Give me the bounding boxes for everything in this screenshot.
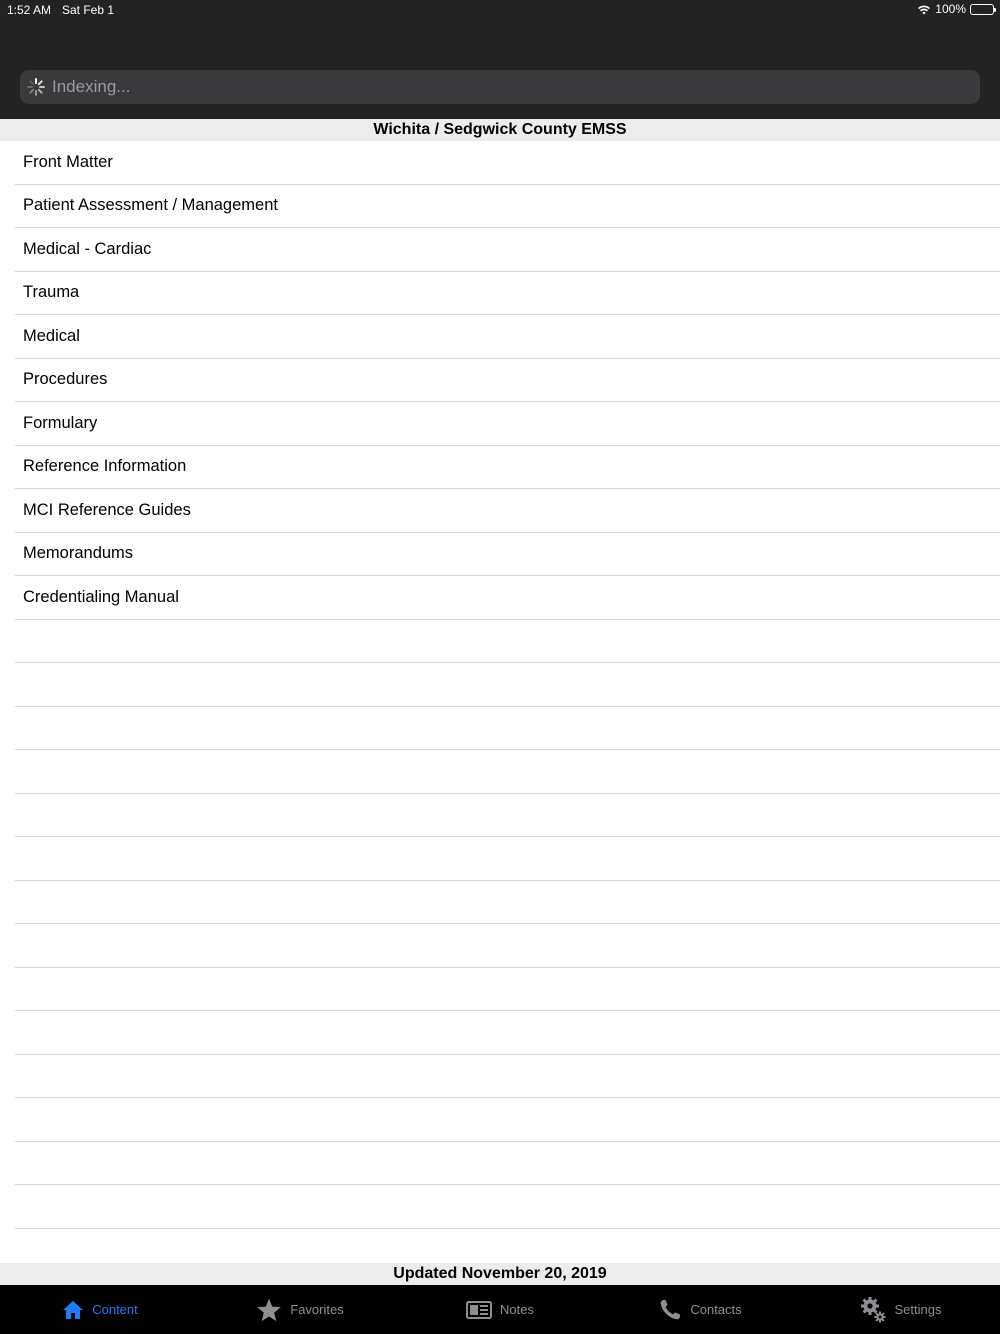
wifi-icon [917,4,931,15]
list-item-label: Front Matter [23,152,113,171]
section-title: Wichita / Sedgwick County EMSS [0,119,1000,141]
status-time: 1:52 AM [7,3,52,17]
spinner-icon [26,77,46,97]
list-item-label: Formulary [23,413,98,432]
list-item-label: Reference Information [23,457,187,476]
empty-row [15,1185,1000,1229]
tab-bar [0,1285,1000,1334]
battery-icon [970,4,994,15]
list-item[interactable] [15,272,1000,316]
empty-row [15,794,1000,838]
list-item-label: Credentialing Manual [23,587,179,606]
tab-label: Notes [500,1302,534,1317]
nav-bar [0,0,1000,119]
tab-favorites[interactable] [200,1285,400,1334]
list-item[interactable] [15,489,1000,533]
empty-row [15,1055,1000,1099]
list-item[interactable] [15,402,1000,446]
tab-label: Settings [894,1302,942,1317]
tab-label: Favorites [290,1302,344,1317]
status-bar [0,0,1000,20]
tab-notes[interactable] [400,1285,600,1334]
phone-icon [658,1298,682,1322]
list-item-label: MCI Reference Guides [23,500,191,519]
empty-row [15,707,1000,751]
empty-row [15,1142,1000,1186]
empty-row [15,750,1000,794]
home-icon [62,1299,84,1321]
list-item-label: Memorandums [23,544,134,563]
empty-row [15,968,1000,1012]
search-input[interactable] [52,77,952,97]
tab-label: Content [92,1302,138,1317]
list-item[interactable] [15,185,1000,229]
content-list [0,141,1000,1229]
search-bar[interactable] [20,70,980,104]
battery-percent: 100% [935,2,966,16]
status-date: Sat Feb 1 [62,3,115,17]
tab-content[interactable] [0,1285,200,1334]
empty-row [15,1011,1000,1055]
updated-footer: Updated November 20, 2019 [0,1263,1000,1285]
empty-row [15,1098,1000,1142]
gear-icon [859,1296,887,1324]
list-item[interactable] [15,141,1000,185]
notes-icon [466,1301,492,1319]
empty-row [15,881,1000,925]
list-item[interactable] [15,228,1000,272]
list-item-label: Patient Assessment / Management [23,196,278,215]
list-item-label: Trauma [23,283,80,302]
list-item-label: Procedures [23,370,108,389]
tab-label: Contacts [690,1302,742,1317]
empty-row [15,663,1000,707]
tab-contacts[interactable] [600,1285,800,1334]
list-item-label: Medical - Cardiac [23,239,152,258]
list-item[interactable] [15,359,1000,403]
tab-settings[interactable] [800,1285,1000,1334]
list-item[interactable] [15,315,1000,359]
empty-row [15,837,1000,881]
status-right [917,2,994,16]
list-item[interactable] [15,446,1000,490]
empty-row [15,924,1000,968]
list-item[interactable] [15,576,1000,620]
empty-row [15,620,1000,664]
list-item[interactable] [15,533,1000,577]
star-icon [256,1297,282,1323]
list-item-label: Medical [23,326,80,345]
